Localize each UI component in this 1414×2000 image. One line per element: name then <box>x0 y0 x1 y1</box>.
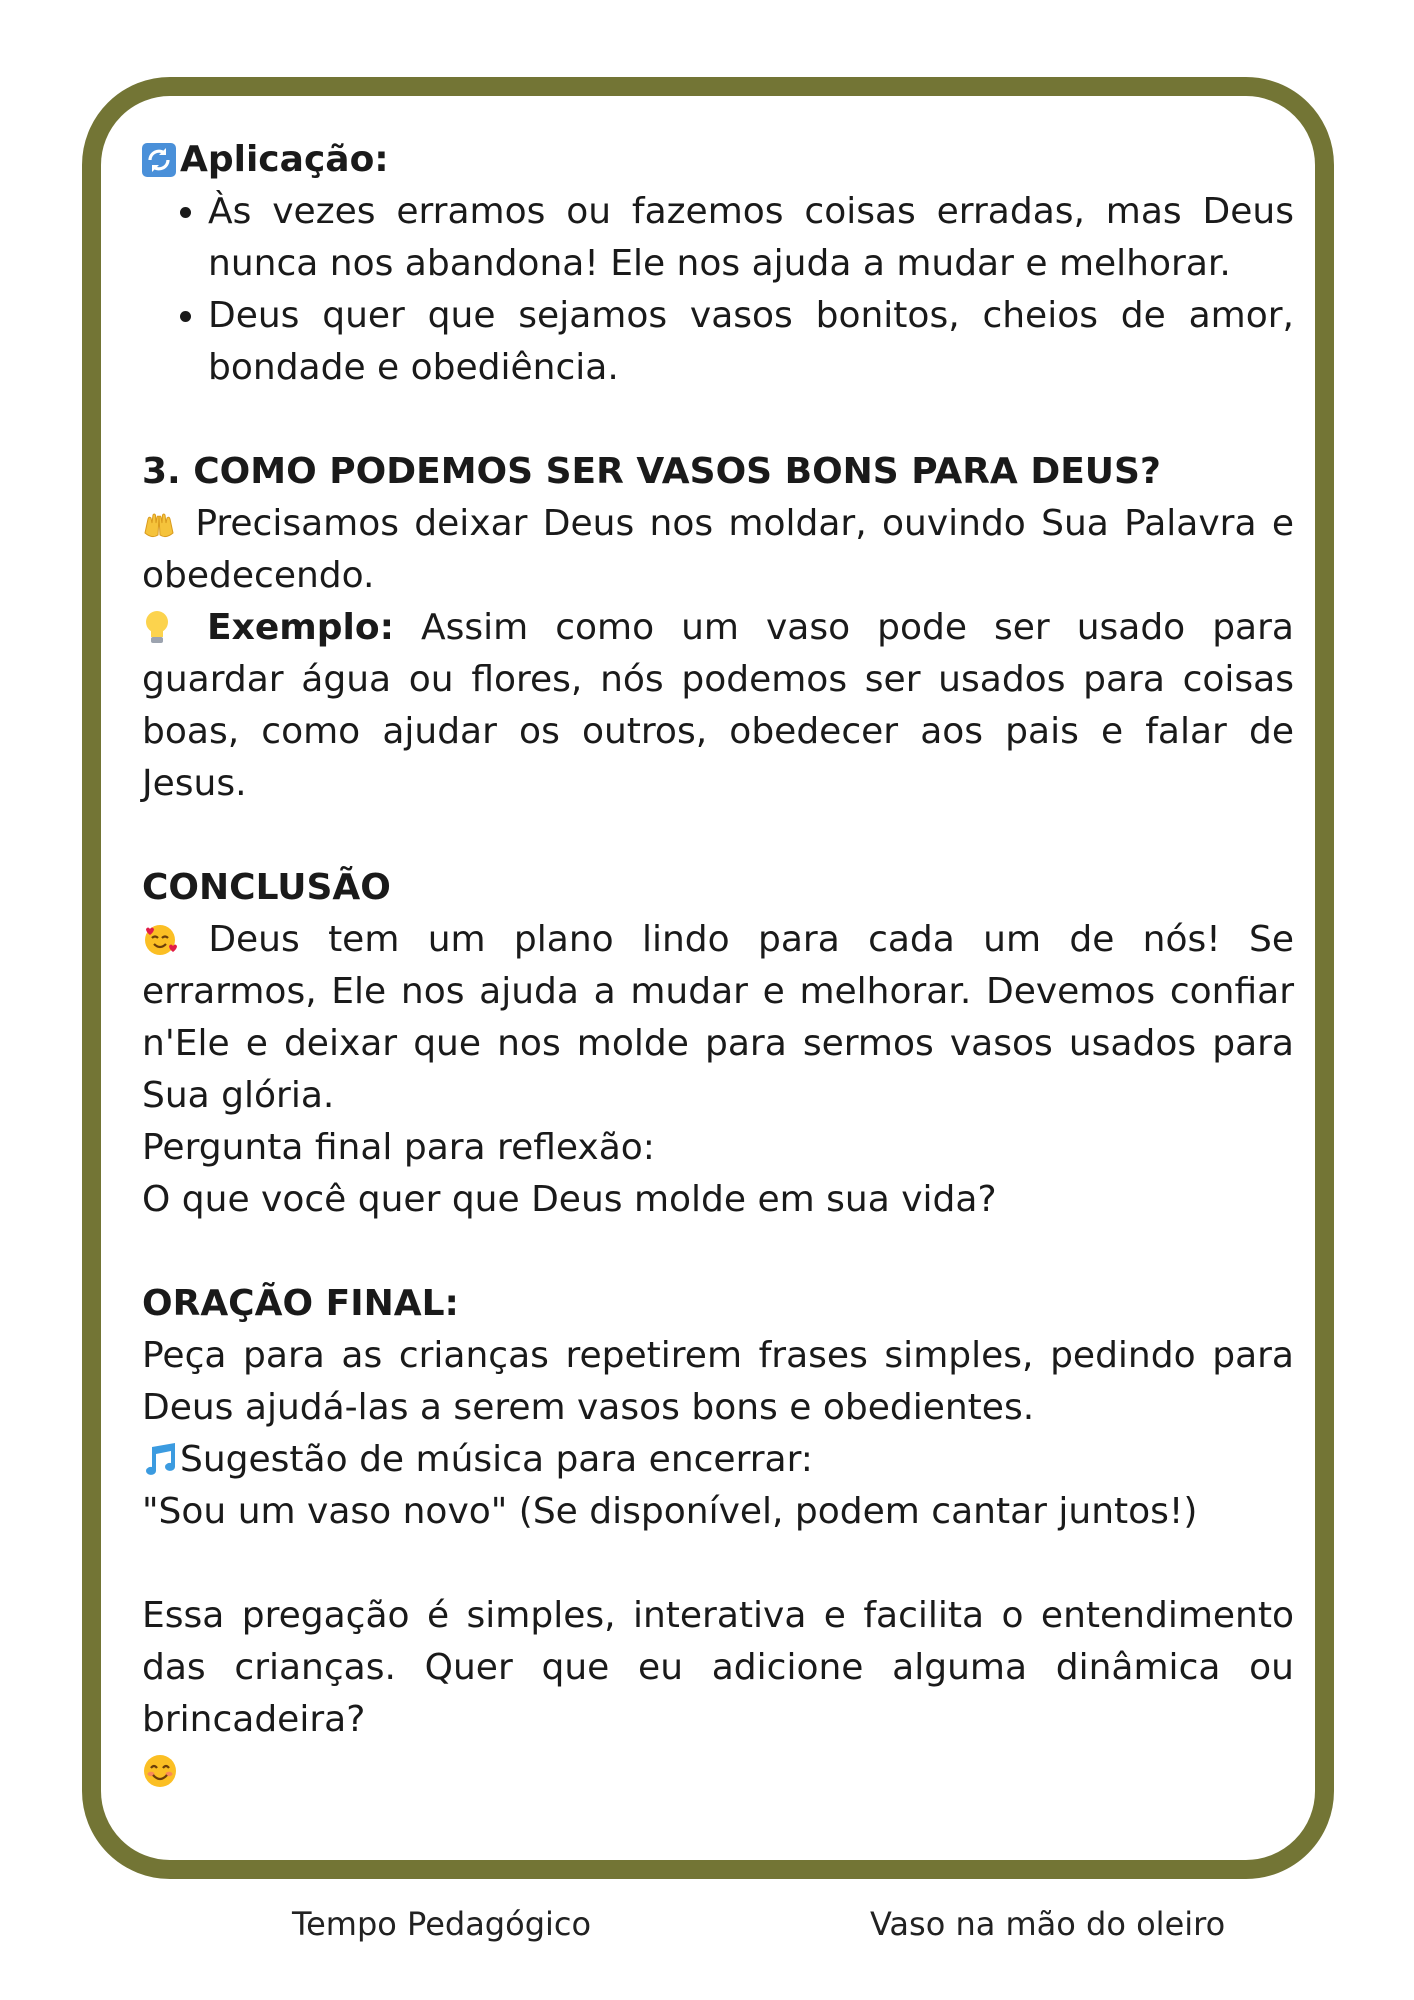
musical-notes-icon <box>142 1434 180 1486</box>
conclusion-text-content: Deus tem um plano lindo para cada um de nós! Se errarmos, Ele nos ajuda a mudar e melhorar. Devemos confiar n'Ele e deixar que nos molde para sermos vasos usados para Sua glória. <box>142 919 1294 1116</box>
section-3-text <box>142 498 1294 602</box>
example-text: Assim como um vaso pode ser usado para guardar água ou flores, nós podemos ser usados para coisas boas, como ajudar os outros, obedecer aos pais e falar de Jesus. <box>142 607 1294 804</box>
smiling-face-icon <box>142 1746 180 1798</box>
list-item: • Às vezes erramos ou fazemos coisas erradas, mas Deus nunca nos abandona! Ele nos ajuda a mudar e melhorar. <box>208 186 1294 290</box>
footer-right-label: Vaso na mão do oleiro <box>870 1905 1226 1943</box>
smiling-face-with-hearts-icon <box>142 914 180 966</box>
conclusion-heading: CONCLUSÃO <box>142 867 391 908</box>
conclusion-text <box>142 914 1294 1122</box>
song-title: "Sou um vaso novo" (Se disponível, podem cantar juntos!) <box>142 1491 1198 1532</box>
music-suggestion <box>142 1434 1294 1486</box>
list-item: • Deus quer que sejamos vasos bonitos, cheios de amor, bondade e obediência. <box>208 290 1294 394</box>
question-label: Pergunta final para reflexão: <box>142 1127 655 1168</box>
light-bulb-icon <box>142 602 180 654</box>
application-title-line <box>142 134 1294 186</box>
prayer-text: Peça para as crianças repetirem frases simples, pedindo para Deus ajudá-las a serem vasos bons e obedientes. <box>142 1335 1294 1428</box>
section-3-heading: 3. COMO PODEMOS SER VASOS BONS PARA DEUS? <box>142 451 1161 492</box>
footer-left-label: Tempo Pedagógico <box>292 1905 592 1943</box>
closing-icon-line <box>142 1746 1294 1798</box>
closing-text: Essa pregação é simples, interativa e facilita o entendimento das crianças. Quer que eu adicione alguma dinâmica ou brincadeira? <box>142 1595 1294 1740</box>
prayer-heading: ORAÇÃO FINAL: <box>142 1283 459 1324</box>
arrows-counterclockwise-icon <box>142 134 180 186</box>
music-label: Sugestão de música para encerrar: <box>180 1439 813 1480</box>
document-body <box>142 134 1294 1798</box>
example-label: Exemplo: <box>207 607 394 648</box>
application-list <box>142 186 1294 394</box>
application-title: Aplicação: <box>180 139 389 180</box>
section-3-text-content: Precisamos deixar Deus nos moldar, ouvindo Sua Palavra e obedecendo. <box>142 503 1294 596</box>
example-paragraph <box>142 602 1294 810</box>
raising-hands-icon <box>142 498 180 550</box>
final-question: O que você quer que Deus molde em sua vida? <box>142 1179 997 1220</box>
